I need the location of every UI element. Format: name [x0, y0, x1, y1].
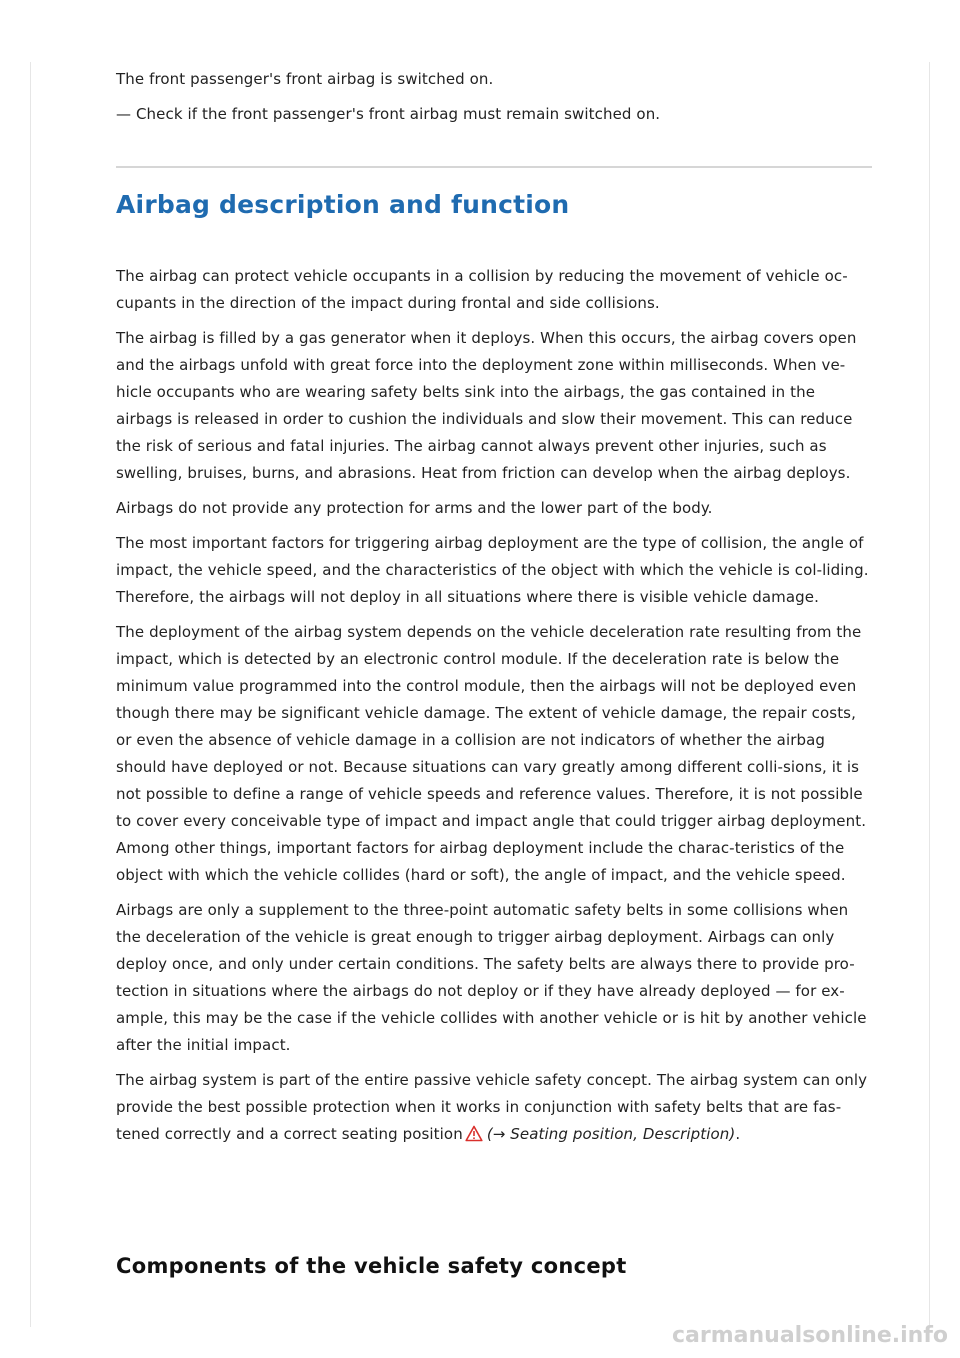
intro-instruction-text: — Check if the front passenger's front airbag must remain switched on.: [116, 105, 661, 123]
paragraph-text: The airbag system is part of the entire passive vehicle safety concept. The airbag system can only provide the best possible protection when it works in conjunction with safety belts that are fas-tened correctly and a correct seating position: [116, 1071, 868, 1143]
paragraph: Airbags are only a supplement to the three-point automatic safety belts in some collisions when the deceleration of the vehicle is great enough to trigger airbag deployment. Airbags can only deploy once, and only under certain conditions. The safety belts are always there to provide pro-tection in situations where the airbags do not deploy or if they have already deployed — for ex-ample, this may be the case if the vehicle collides with another vehicle or is hit by another vehicle after the initial impact.: [116, 901, 867, 1054]
warning-triangle-icon: [465, 1124, 483, 1151]
subsection-title: Components of the vehicle safety concept: [116, 1254, 627, 1278]
paragraph: Airbags do not provide any protection for arms and the lower part of the body.: [116, 499, 713, 517]
paragraph: The airbag can protect vehicle occupants in a collision by reducing the movement of vehicle oc-cupants in the direction of the impact during frontal and side collisions.: [116, 267, 848, 312]
page-border-right: [929, 62, 930, 1327]
paragraph: The most important factors for triggering airbag deployment are the type of collision, the angle of impact, the vehicle speed, and the characteristics of the object with which the vehicle is col-liding. Therefore, the airbags will not deploy in all situations where there is visible vehicle damage.: [116, 534, 869, 606]
page-border-left: [30, 62, 31, 1327]
intro-status-text: The front passenger's front airbag is switched on.: [116, 70, 494, 88]
section-body: [116, 263, 876, 1159]
watermark: carmanualsonline.info: [672, 1323, 948, 1348]
paragraph: The airbag is filled by a gas generator when it deploys. When this occurs, the airbag covers open and the airbags unfold with great force into the deployment zone within milliseconds. When ve-hicle occupants who are wearing safety belts sink into the airbags, the gas contained in the airbags is released in order to cushion the individuals and slow their movement. This can reduce the risk of serious and fatal injuries. The airbag cannot always prevent other injuries, such as swelling, bruises, burns, and abrasions. Heat from friction can develop when the airbag deploys.: [116, 329, 857, 482]
paragraph-end: .: [735, 1125, 741, 1143]
section-divider: [116, 166, 872, 168]
section-title: Airbag description and function: [116, 190, 570, 219]
paragraph-last: [116, 1067, 876, 1151]
seating-position-link[interactable]: (→ Seating position, Description): [486, 1125, 736, 1143]
paragraph: The deployment of the airbag system depends on the vehicle deceleration rate resulting from the impact, which is detected by an electronic control module. If the deceleration rate is below the minimum value programmed into the control module, then the airbags will not be deployed even though there may be significant vehicle damage. The extent of vehicle damage, the repair costs, or even the absence of vehicle damage in a collision are not indicators of whether the airbag should have deployed or not. Because situations can vary greatly among different colli-sions, it is not possible to define a range of vehicle speeds and reference values. Therefore, it is not possible to cover every conceivable type of impact and impact angle that could trigger airbag deployment. Among other things, important factors for airbag deployment include the charac-teristics of the object with which the vehicle collides (hard or soft), the angle of impact, and the vehicle speed.: [116, 623, 867, 884]
